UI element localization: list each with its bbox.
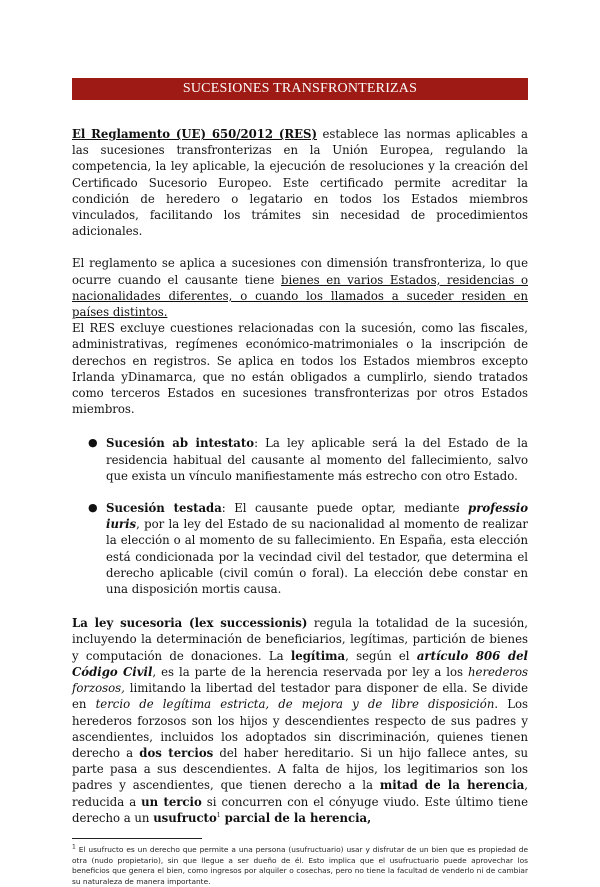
list-item-text: : El causante puede optar, mediante: [221, 501, 469, 516]
list-item-text: : La ley aplicable será la del Estado de la residencia habitual del causante al momento del fallecimiento, salvo que exista un vínculo manifiestamente más estrecho con otro Estado.: [106, 436, 528, 483]
footnote-separator: [72, 838, 202, 839]
document-page: [72, 78, 528, 887]
list-item-term: Sucesión testada: [106, 501, 222, 516]
text-run: del haber hereditario. Si un hijo fallece antes, su parte pasa a sus descendientes. A falta de hijos, los legitimarios son los padres y ascendientes, que tienen derecho a la: [72, 745, 528, 793]
scope-underlined: bienes en varios Estados, residencias o nacionalidades diferentes, o cuando los llamados a suceder residen en países distintos.: [72, 272, 528, 320]
list-item-term: Sucesión ab intestato: [106, 436, 255, 451]
succession-types-list: [72, 435, 528, 597]
text-run: La ley sucesoria (lex successionis): [72, 616, 308, 631]
list-item-emphasis: professio iuris: [106, 501, 528, 532]
text-run: , según el: [345, 648, 417, 663]
text-run: , es la parte de la herencia reservada por ley a los: [152, 664, 469, 679]
bullet-icon: ●: [88, 501, 98, 515]
text-run: limitando la libertad del testador para disponer de ella. Se divide en: [72, 681, 528, 712]
footnote-text: El usufructo es un derecho que permite a una persona (usufructuario) usar y disfrutar de un bien que es propiedad de otra (nudo propietario), sin que llegue a ser dueño de él. Esto implica que el usufructuario puede aprovechar los beneficios que genera el bien, como ingresos por alquiler o cosechas, pero no tiene la facultad de venderlo ni de cambiar su naturaleza de manera importante.: [72, 844, 528, 886]
section-title: SUCESIONES TRANSFRONTERIZAS: [72, 78, 528, 100]
text-run: mitad de la herencia: [379, 778, 525, 793]
footnote: [72, 845, 528, 887]
bullet-icon: ●: [88, 436, 98, 450]
list-item: [88, 500, 528, 597]
text-run: . Los herederos forzosos son los hijos y descendientes respecto de sus padres y ascendientes, incluidos los adoptados sin discriminación, quienes tienen derecho a: [72, 697, 529, 760]
scope-text-a: El reglamento se aplica a sucesiones con dimensión transfronteriza, lo que ocurre cuando el causante tiene: [72, 256, 528, 287]
text-run: usufructo: [153, 810, 217, 825]
list-item: [88, 435, 528, 484]
text-run: tercio de legítima estricta, de mejora y de libre disposición: [95, 697, 495, 712]
intro-paragraph: [72, 126, 528, 239]
regulation-reference: El Reglamento (UE) 650/2012 (RES): [72, 127, 317, 141]
text-run: regula la totalidad de la sucesión, incluyendo la determinación de beneficiarios, legítimas, partición de bienes y computación de donaciones. La: [72, 616, 528, 663]
list-item-text: , por la ley del Estado de su nacionalidad al momento de realizar la elección o al momento de su fallecimiento. En España, esta elección está condicionada por la vecindad civil del testador, que determina el derecho aplicable (civil común o foral). La elección debe constar en una disposición mortis causa.: [106, 517, 528, 597]
text-run: parcial de la herencia,: [220, 810, 372, 825]
text-run: dos tercios: [139, 745, 214, 760]
text-run: herederos forzosos,: [72, 664, 528, 696]
text-run: legítima: [290, 648, 346, 663]
footnote-mark: 1: [72, 843, 76, 851]
text-run: , reducida a: [72, 778, 528, 809]
footnote-ref[interactable]: 1: [216, 811, 221, 819]
text-run: artículo 806 del Código Civil: [72, 648, 528, 679]
scope-paragraph: [72, 255, 528, 417]
text-run: un tercio: [141, 794, 202, 809]
lex-successionis-paragraph: [72, 615, 528, 826]
text-run: si concurren con el cónyuge viudo. Este último tiene derecho a un: [72, 794, 528, 825]
scope-text-b: El RES excluye cuestiones relacionadas con la sucesión, como las fiscales, administrativas, regímenes económico-matrimoniales o la inscripción de derechos en registros. Se aplica en todos los Estados miembros excepto Irlanda yDinamarca, que no están obligados a cumplirlo, siendo tratados como terceros Estados en sucesiones transfronterizas por otros Estados miembros.: [72, 321, 528, 417]
intro-text: establece las normas aplicables a las sucesiones transfronterizas en la Unión Europea, regulando la competencia, la ley aplicable, la ejecución de resoluciones y la creación del Certificado Sucesorio Europeo. Este certificado permite acreditar la condición de heredero o legatario en todos los Estados miembros vinculados, facilitando los trámites sin necesidad de procedimientos adicionales.: [72, 127, 528, 239]
